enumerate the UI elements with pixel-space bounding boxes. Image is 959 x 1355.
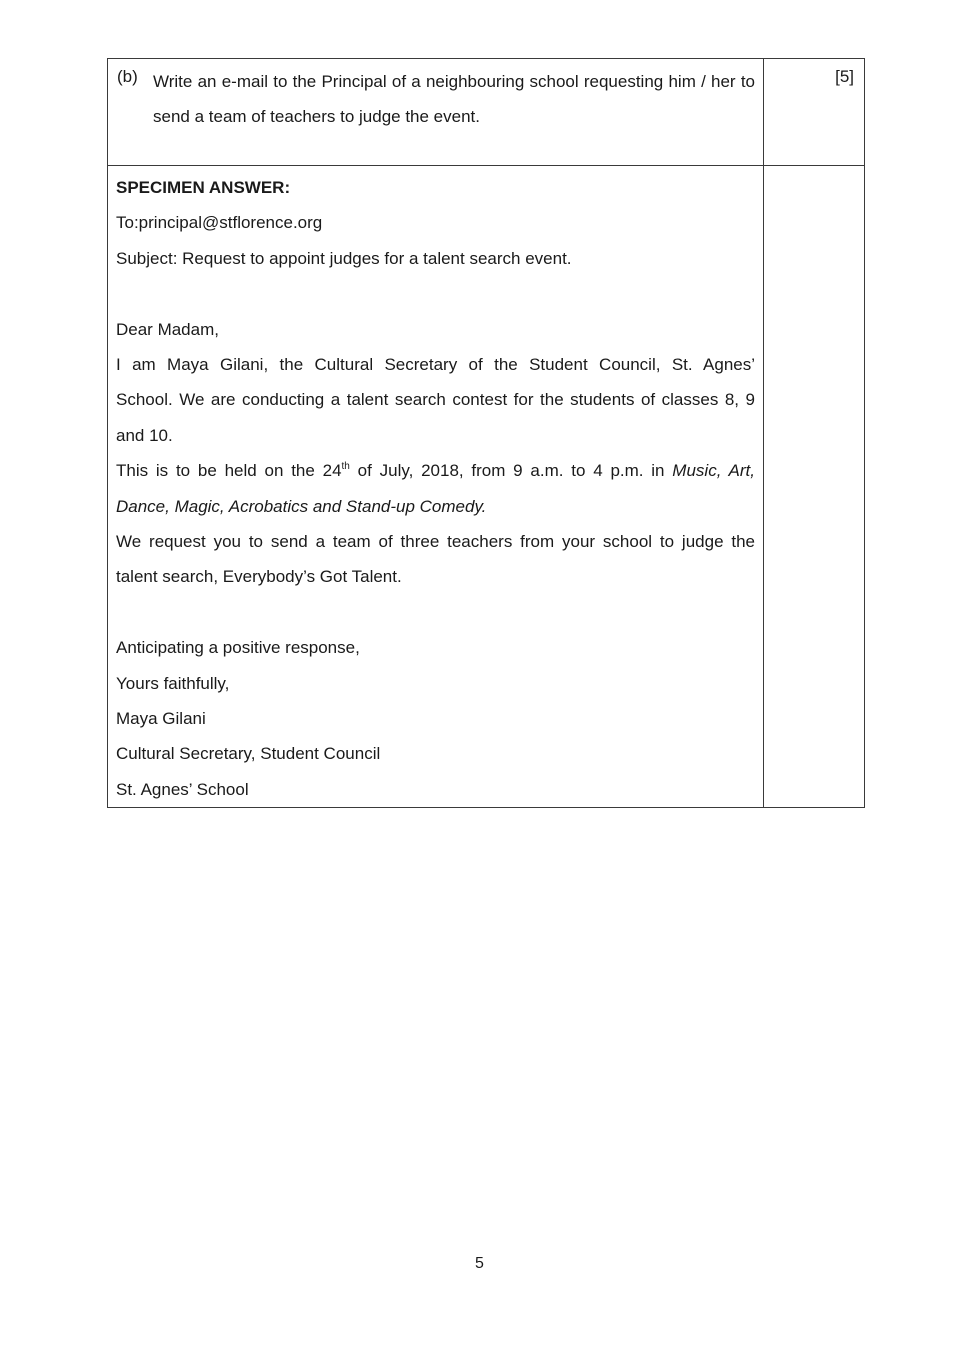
body-paragraph-1-line-3: and 10. [116, 425, 173, 445]
question-table [107, 58, 865, 808]
email-subject: Subject: Request to appoint judges for a talent search event. [116, 248, 572, 268]
body-paragraph-2-line-2: Dance, Magic, Acrobatics and Stand-up Comedy. [116, 496, 487, 516]
answer-heading: SPECIMEN ANSWER: [116, 178, 291, 197]
email-to: To:principal@stflorence.org [116, 213, 323, 233]
sender-name: Maya Gilani [116, 709, 206, 729]
question-text: Write an e-mail to the Principal of a neighbouring school requesting him / her to send a team of teachers to judge the event. [153, 72, 755, 126]
question-marks: [5] [764, 59, 865, 166]
email-salutation: Dear Madam, [116, 319, 219, 339]
blank-line [116, 595, 755, 630]
p2-events-part-1: Music, Art, [672, 461, 756, 481]
p2-time-text: of July, 2018, from 9 a.m. to 4 p.m. in [349, 461, 673, 481]
question-cell [108, 59, 764, 166]
p2-date-suffix: th [341, 461, 350, 473]
p2-date-text: This is to be held on the 24 [116, 461, 342, 481]
question-label: (b) [117, 67, 138, 86]
question-row [108, 59, 865, 166]
page-number: 5 [475, 1255, 484, 1272]
body-paragraph-3-line-1: We request you to send a team of three teachers from your school to judge the [116, 532, 755, 552]
sender-designation: Cultural Secretary, Student Council [116, 744, 381, 764]
body-paragraph-3-line-2: talent search, Everybody’s Got Talent. [116, 567, 402, 587]
email-closing: Anticipating a positive response, [116, 638, 360, 658]
email-signoff: Yours faithfully, [116, 673, 230, 693]
blank-line [116, 276, 755, 311]
body-paragraph-1-line-2: School. We are conducting a talent search contest for the students of classes 8, 9 [116, 390, 755, 410]
body-paragraph-2-line-1 [116, 453, 755, 488]
body-paragraph-1-line-1: I am Maya Gilani, the Cultural Secretary of the Student Council, St. Agnes’ [116, 355, 755, 375]
answer-marks-cell [764, 166, 865, 808]
answer-row [108, 166, 865, 808]
answer-cell [108, 166, 764, 808]
sender-school: St. Agnes’ School [116, 779, 249, 799]
